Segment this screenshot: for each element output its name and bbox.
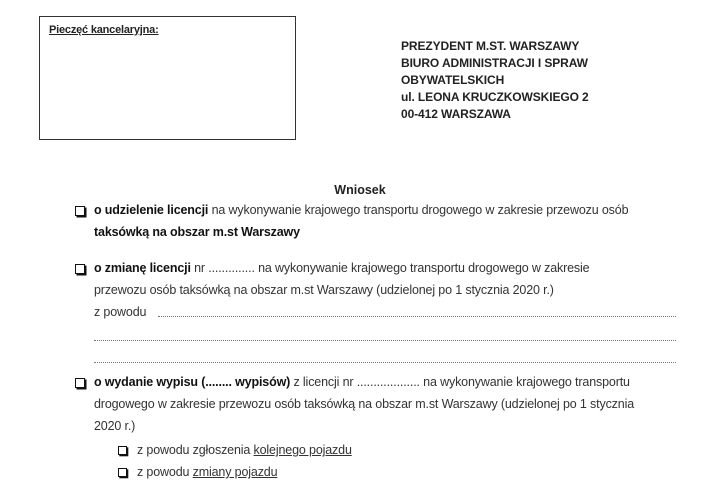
- option-grant-license: [94, 199, 628, 243]
- stamp-label: Pieczęć kancelaryjna:: [49, 24, 159, 36]
- sub-option-underlined: kolejnego pojazdu: [253, 443, 352, 457]
- checkbox-vehicle-change[interactable]: [118, 468, 127, 477]
- addressee-line: BIURO ADMINISTRACJI I SPRAW: [401, 56, 588, 70]
- sub-option-next-vehicle: [137, 439, 352, 461]
- addressee-line: 00-412 WARSZAWA: [401, 107, 511, 121]
- sub-option-underlined: zmiany pojazdu: [192, 465, 278, 479]
- option-issue-extract: [94, 371, 634, 437]
- sub-option-text: z powodu: [137, 465, 193, 479]
- option-text: na wykonywanie krajowego transportu drogowego w zakresie przewozu osób: [208, 203, 629, 217]
- reason-label: z powodu: [94, 305, 147, 319]
- option-text: drogowego w zakresie przewozu osób taksówką na obszar m.st Warszawy (udzielonej po 1 stycznia: [94, 397, 635, 411]
- addressee-line: OBYWATELSKICH: [401, 73, 505, 87]
- addressee-block: [401, 38, 589, 123]
- option-bold: o zmianę licencji: [94, 261, 191, 275]
- reason-input-line-2[interactable]: [94, 340, 676, 341]
- reason-input-line-1[interactable]: [158, 316, 676, 317]
- option-bold: taksówką na obszar m.st Warszawy: [94, 225, 300, 239]
- sub-option-text: z powodu zgłoszenia: [137, 443, 254, 457]
- reason-input-line-3[interactable]: [94, 362, 676, 363]
- sub-option-vehicle-change: [137, 461, 277, 483]
- checkbox-change-license[interactable]: [75, 264, 85, 274]
- option-bold: o wydanie wypisu (........ wypisów): [94, 375, 291, 389]
- addressee-line: ul. LEONA KRUCZKOWSKIEGO 2: [401, 90, 589, 104]
- option-text: 2020 r.): [94, 419, 136, 433]
- option-change-license: [94, 257, 589, 323]
- form-title: Wniosek: [334, 183, 386, 197]
- checkbox-next-vehicle[interactable]: [118, 446, 127, 455]
- checkbox-grant-license[interactable]: [75, 206, 85, 216]
- stamp-box: [39, 16, 296, 140]
- option-text: z licencji nr ................... na wykonywanie krajowego transportu: [290, 375, 630, 389]
- option-bold: o udzielenie licencji: [94, 203, 209, 217]
- checkbox-issue-extract[interactable]: [75, 378, 85, 388]
- option-text: przewozu osób taksówką na obszar m.st Warszawy (udzielonej po 1 stycznia 2020 r.): [94, 283, 554, 297]
- option-text: nr .............. na wykonywanie krajowego transportu drogowego w zakresie: [190, 261, 590, 275]
- addressee-line: PREZYDENT M.ST. WARSZAWY: [401, 39, 580, 53]
